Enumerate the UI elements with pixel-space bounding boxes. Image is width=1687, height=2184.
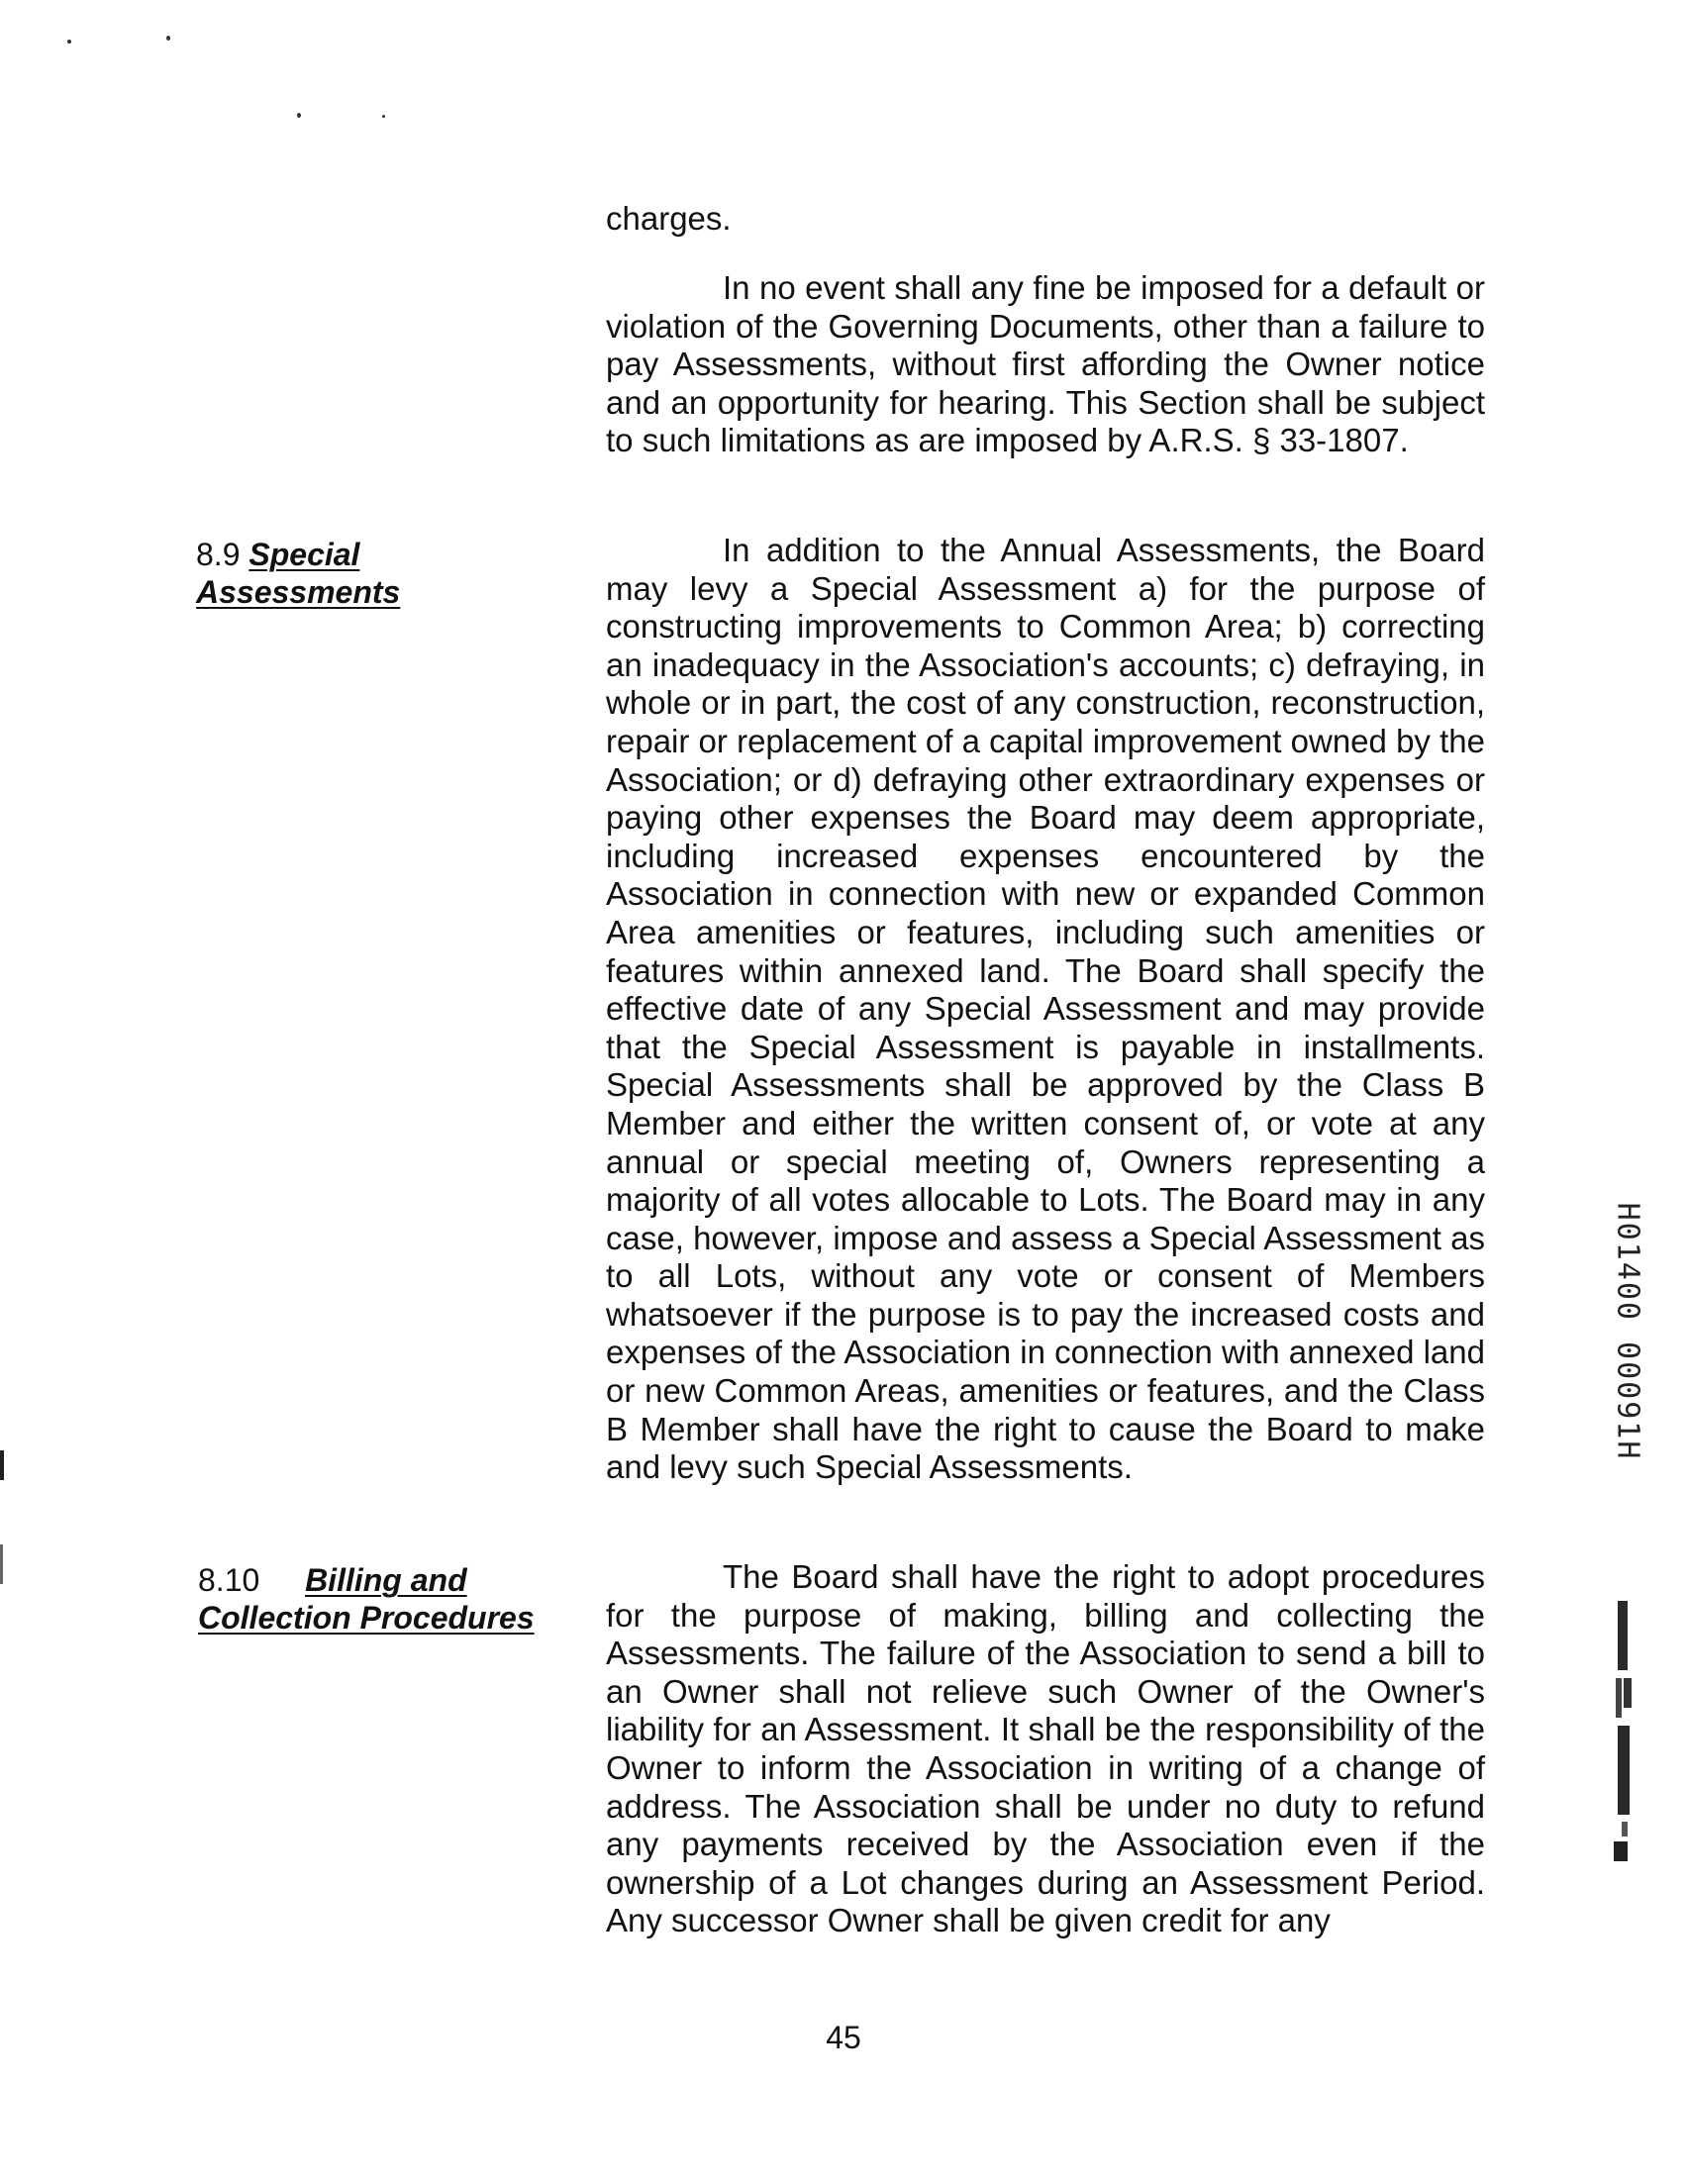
scanner-stamp-mark — [1604, 1599, 1643, 1866]
scan-speck — [382, 115, 385, 118]
section-8-10-heading — [198, 1561, 535, 1637]
section-title: Assessments — [196, 574, 401, 610]
scan-speck — [166, 36, 170, 41]
scan-edge-mark — [0, 1450, 4, 1480]
paragraph-fines: In no event shall any fine be imposed for a default or violation of the Governing Documents, other than a failure to pay Assessments, without first affording the Owner notice and an opportunity for hearing. This Section shall be subject to such limitations as are imposed by A.R.S. § 33-1807. — [606, 269, 1485, 459]
section-title: Special — [248, 537, 360, 572]
page-number: 45 — [826, 2020, 861, 2055]
scan-speck — [67, 40, 71, 44]
scan-speck — [297, 113, 301, 118]
scan-edge-mark — [0, 1544, 3, 1584]
continued-text: charges. — [606, 200, 732, 237]
margin-filing-code: H01400 00091H — [1610, 1202, 1645, 1461]
section-8-9-body: In addition to the Annual Assessments, the Board may levy a Special Assessment a) for the purpose of constructing improvements to Common Area; b) correcting an inadequacy in the Association's accounts; c) defraying, in whole or in part, the cost of any construction, reconstruction, repair or replacement of a capital improvement owned by the Association; or d) defraying other extraordinary expenses or paying other expenses the Board may deem appropriate, including increased expenses encountered by the Association in connection with new or expanded Common Area amenities or features, including such amenities or features within annexed land. The Board shall specify the effective date of any Special Assessment and may provide that the Special Assessment is payable in installments. Special Assessments shall be approved by the Class B Member and either the written consent of, or vote at any annual or special meeting of, Owners representing a majority of all votes allocable to Lots. The Board may in any case, however, impose and assess a Special Assessment as to all Lots, without any vote or consent of Members whatsoever if the purpose is to pay the increased costs and expenses of the Association in connection with annexed land or new Common Areas, amenities or features, and the Class B Member shall have the right to cause the Board to make and levy such Special Assessments. — [606, 532, 1485, 1486]
section-title: Collection Procedures — [198, 1600, 535, 1636]
section-8-9-heading — [196, 536, 400, 611]
section-8-10-body: The Board shall have the right to adopt procedures for the purpose of making, billing and collecting the Assessments. The failure of the Association to send a bill to an Owner shall not relieve such Owner of the Owner's liability for an Assessment. It shall be the responsibility of the Owner to inform the Association in writing of a change of address. The Association shall be under no duty to refund any payments received by the Association even if the ownership of a Lot changes during an Assessment Period. Any successor Owner shall be given credit for any — [606, 1558, 1485, 1939]
section-title: Billing and — [305, 1562, 467, 1598]
section-number: 8.9 — [196, 537, 241, 572]
section-number: 8.10 — [198, 1562, 260, 1598]
